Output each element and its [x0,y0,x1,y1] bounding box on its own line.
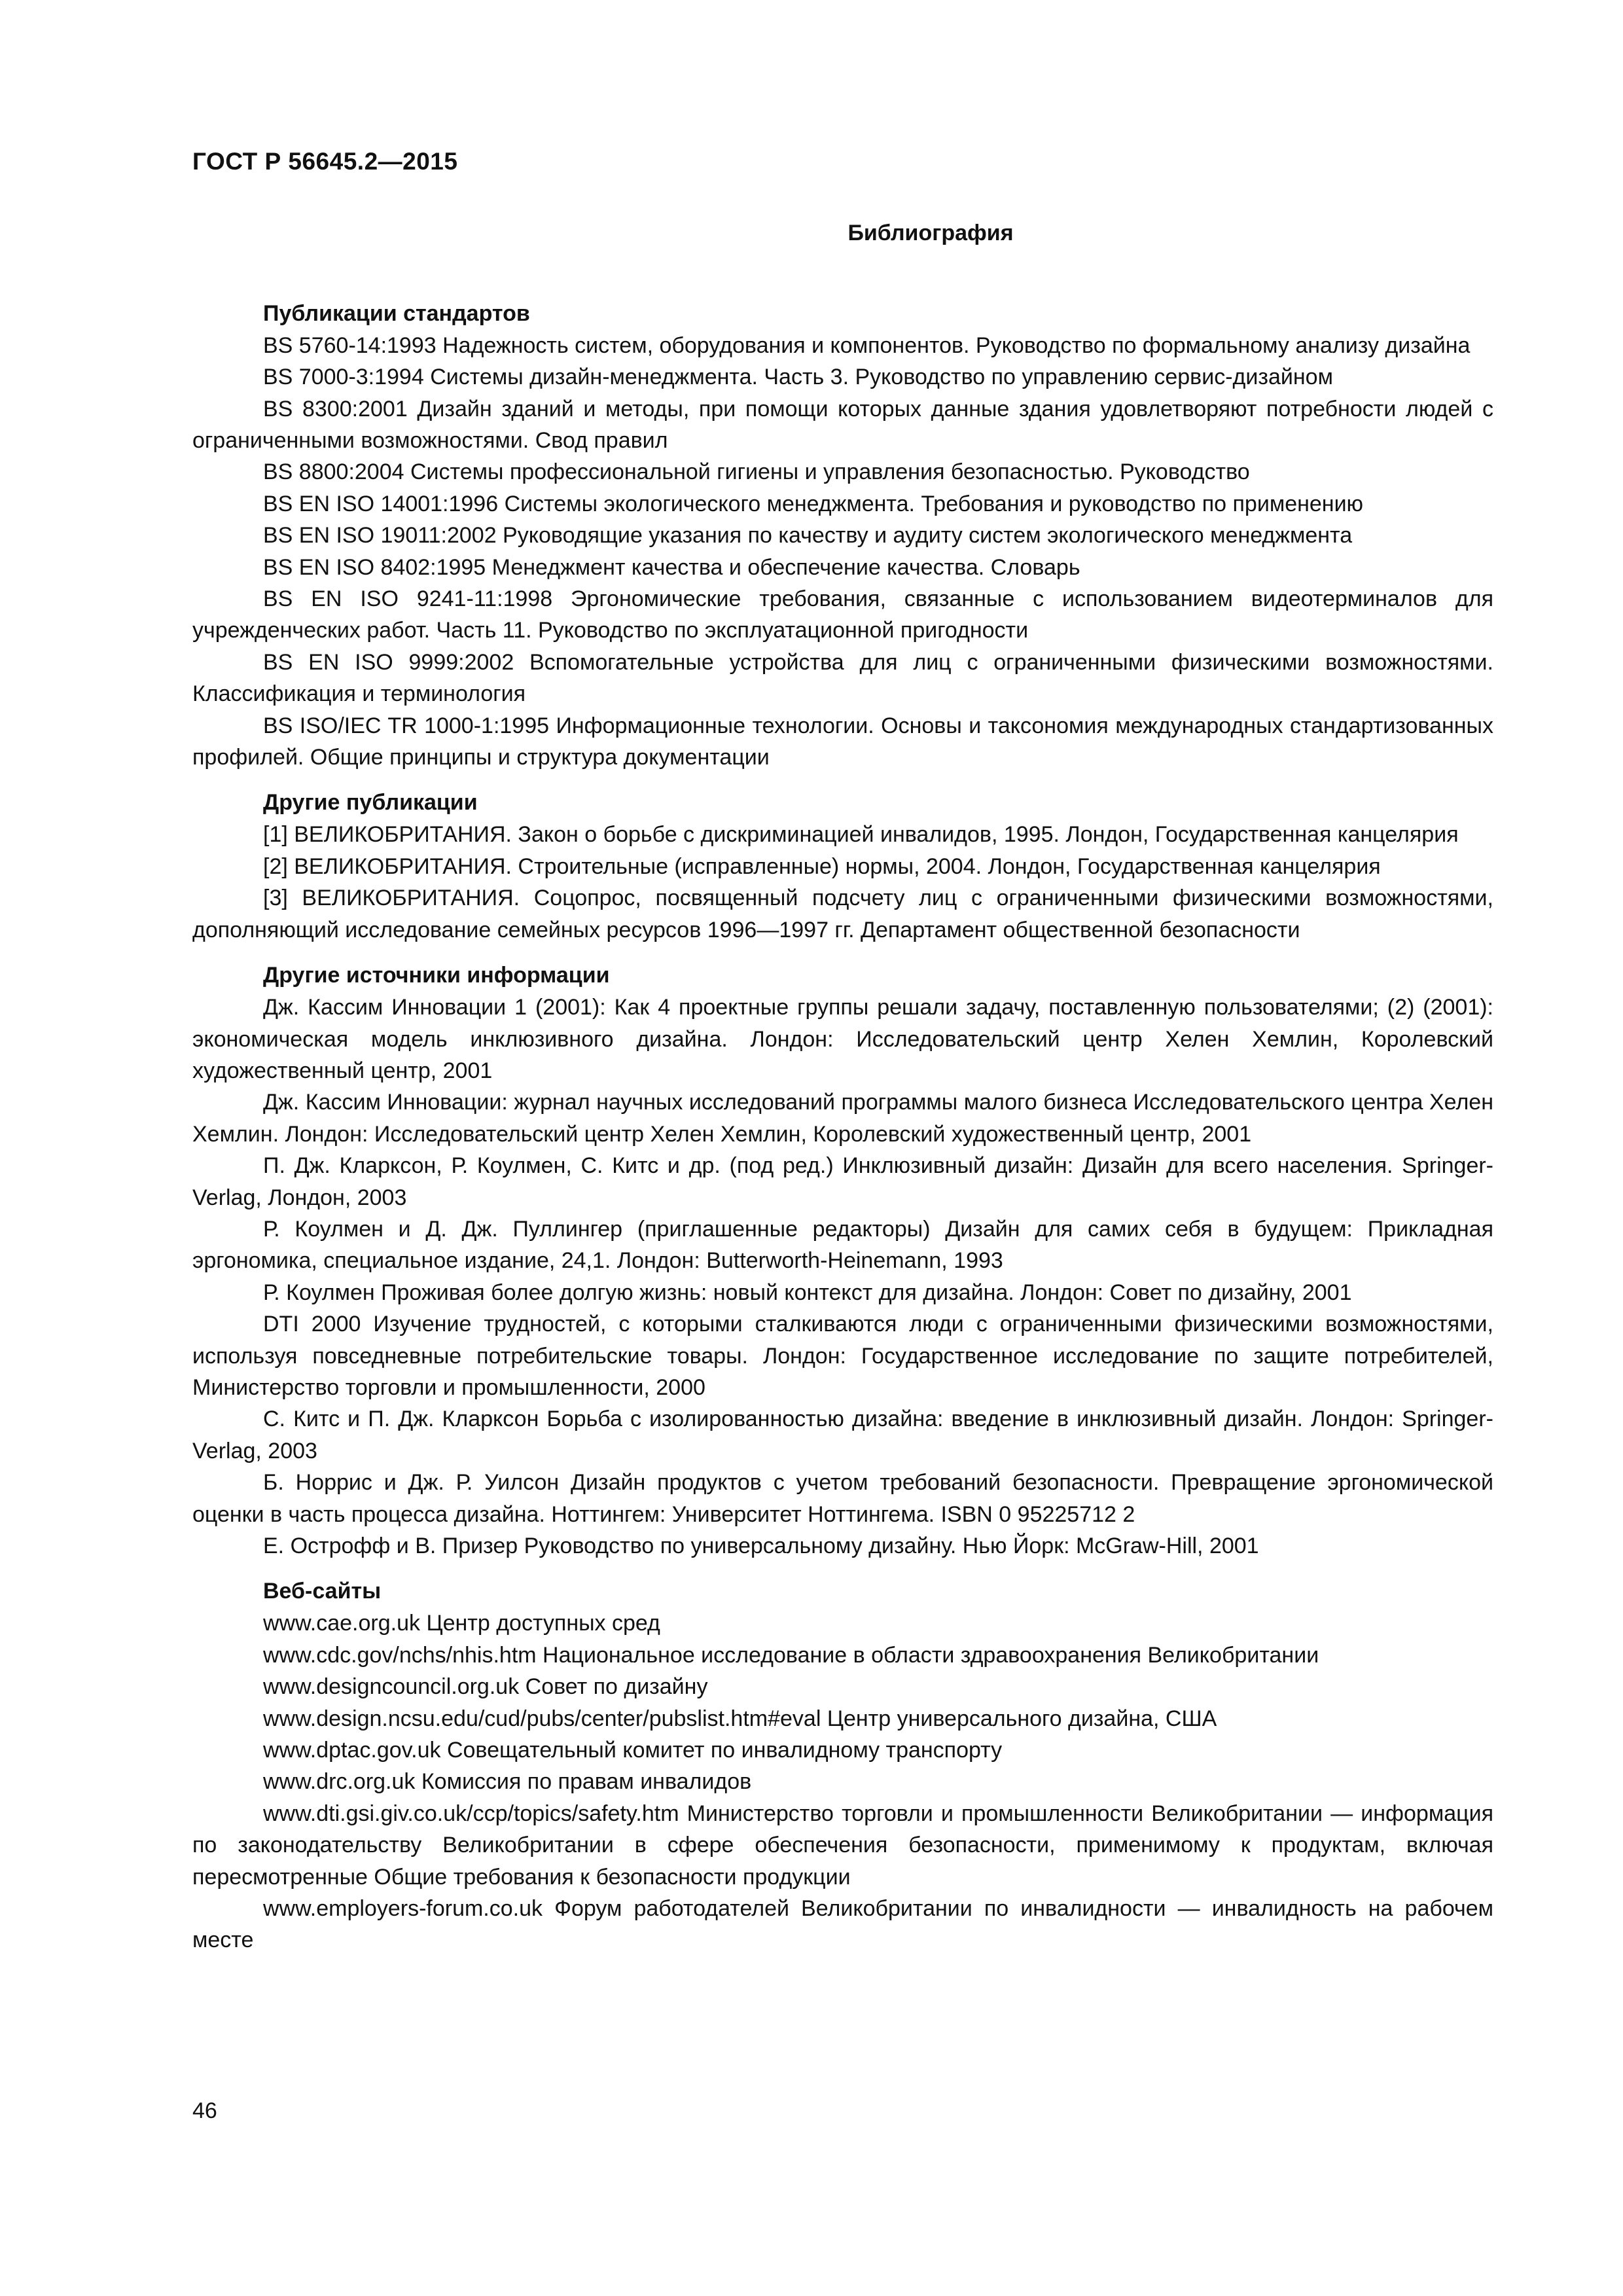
bibliography-entry: BS 8800:2004 Системы профессиональной гигиены и управления безопасностью. Руководство [263,459,1250,485]
section-other-publications [192,787,1493,946]
website-entry: www.designcouncil.org.uk Совет по дизайну [263,1674,708,1700]
page-title: Библиография [847,221,1014,245]
bibliography-entry: BS 5760-14:1993 Надежность систем, оборудования и компонентов. Руководство по формальному анализу дизайна [263,332,1471,358]
document-code: ГОСТ Р 56645.2—2015 [192,148,458,175]
bibliography-entry: BS EN ISO 9241-11:1998 Эргономические требования, связанные с использованием видеотерминалов для учрежденческих работ. Часть 11. Руководство по эксплуатационной пригодности [192,586,1493,643]
section-title: Другие источники информации [263,963,610,988]
section-title: Веб-сайты [263,1579,382,1604]
website-entry: www.cdc.gov/nchs/nhis.htm Национальное исследование в области здравоохранения Великобритании [263,1642,1319,1668]
bibliography-entry: [1] ВЕЛИКОБРИТАНИЯ. Закон о борьбе с дискриминацией инвалидов, 1995. Лондон, Государственная канцелярия [263,822,1459,848]
bibliography-entry: Дж. Кассим Инновации: журнал научных исследований программы малого бизнеса Исследовательского центра Хелен Хемлин. Лондон: Исследовательский центр Хелен Хемлин, Королевский художественный центр, 2001 [192,1090,1493,1147]
website-entry: www.cae.org.uk Центр доступных сред [263,1611,660,1636]
bibliography-entry: BS 8300:2001 Дизайн зданий и методы, при помощи которых данные здания удовлетворяют потребности людей с ограниченными возможностями. Свод правил [192,396,1493,454]
bibliography-entry: BS EN ISO 9999:2002 Вспомогательные устройства для лиц с ограниченными физическими возможностями. Классификация и терминология [192,649,1493,707]
bibliography-entry: [3] ВЕЛИКОБРИТАНИЯ. Соцопрос, посвященный подсчету лиц с ограниченными физическими возможностями, дополняющий исследование семейных ресурсов 1996—1997 гг. Департамент общественной безопасности [192,886,1493,942]
bibliography-entry: BS ISO/IEC TR 1000-1:1995 Информационные технологии. Основы и таксономия международных стандартизованных профилей. Общие принципы и структура документации [192,713,1493,770]
section-title: Другие публикации [263,790,478,816]
bibliography-entry: П. Дж. Кларксон, Р. Коулмен, С. Китс и др. (под ред.) Инклюзивный дизайн: Дизайн для всего населения. Springer-Verlag, Лондон, 2003 [192,1153,1493,1210]
bibliography-entry: BS EN ISO 8402:1995 Менеджмент качества и обеспечение качества. Словарь [263,554,1080,580]
website-entry: www.drc.org.uk Комиссия по правам инвалидов [263,1769,752,1795]
bibliography-content [192,220,1493,1956]
bibliography-entry: Е. Острофф и В. Призер Руководство по универсальному дизайну. Нью Йорк: McGraw-Hill, 2001 [263,1534,1259,1559]
bibliography-entry: DTI 2000 Изучение трудностей, с которыми сталкиваются люди с ограниченными физическими возможностями, используя повседневные потребительские товары. Лондон: Государственное исследование по защите потребителей, Министерство торговли и промышленности, 2000 [192,1312,1493,1400]
bibliography-entry: Дж. Кассим Инновации 1 (2001): Как 4 проектные группы решали задачу, поставленную пользователями; (2) (2001): экономическая модель инклюзивного дизайна. Лондон: Исследовательский центр Хелен Хемлин, Королевский художественный центр, 2001 [192,995,1493,1083]
bibliography-entry: BS EN ISO 14001:1996 Системы экологического менеджмента. Требования и руководство по применению [263,491,1364,516]
bibliography-entry: Р. Коулмен и Д. Дж. Пуллингер (приглашенные редакторы) Дизайн для самих себя в будущем: Прикладная эргономика, специальное издание, 24,1. Лондон: Butterworth-Heinemann, 1993 [192,1216,1493,1274]
bibliography-entry: [2] ВЕЛИКОБРИТАНИЯ. Строительные (исправленные) нормы, 2004. Лондон, Государственная канцелярия [263,853,1381,879]
website-entry: www.dptac.gov.uk Совещательный комитет по инвалидному транспорту [263,1738,1003,1763]
website-entry: www.employers-forum.co.uk Форум работодателей Великобритании по инвалидности — инвалидность на рабочем месте [192,1896,1493,1953]
website-entry: www.design.ncsu.edu/cud/pubs/center/pubslist.htm#eval Центр универсального дизайна, США [263,1706,1217,1731]
bibliography-entry: Б. Норрис и Дж. Р. Уилсон Дизайн продуктов с учетом требований безопасности. Превращение эргономической оценки в часть процесса дизайна. Ноттингем: Университет Ноттингема. ISBN 0 95225712 2 [192,1470,1493,1527]
section-websites [192,1575,1493,1956]
bibliography-entry: BS EN ISO 19011:2002 Руководящие указания по качеству и аудиту систем экологического менеджмента [263,523,1353,548]
bibliography-entry: С. Китс и П. Дж. Кларксон Борьба с изолированностью дизайна: введение в инклюзивный дизайн. Лондон: Springer-Verlag, 2003 [192,1407,1493,1463]
bibliography-entry: BS 7000-3:1994 Системы дизайн-менеджмента. Часть 3. Руководство по управлению сервис-дизайном [263,365,1333,390]
section-other-sources [192,960,1493,1562]
bibliography-entry: Р. Коулмен Проживая более долгую жизнь: новый контекст для дизайна. Лондон: Совет по дизайну, 2001 [263,1280,1352,1305]
section-title: Публикации стандартов [263,300,530,326]
website-entry: www.dti.gsi.giv.co.uk/ccp/topics/safety.htm Министерство торговли и промышленности Великобритании — информация по законодательству Великобритании в сфере обеспечения безопасности, применимому к продуктам, включая пересмотренные Общие требования к безопасности продукции [192,1801,1493,1890]
page-number: 46 [192,2098,217,2123]
section-standards [192,298,1493,774]
